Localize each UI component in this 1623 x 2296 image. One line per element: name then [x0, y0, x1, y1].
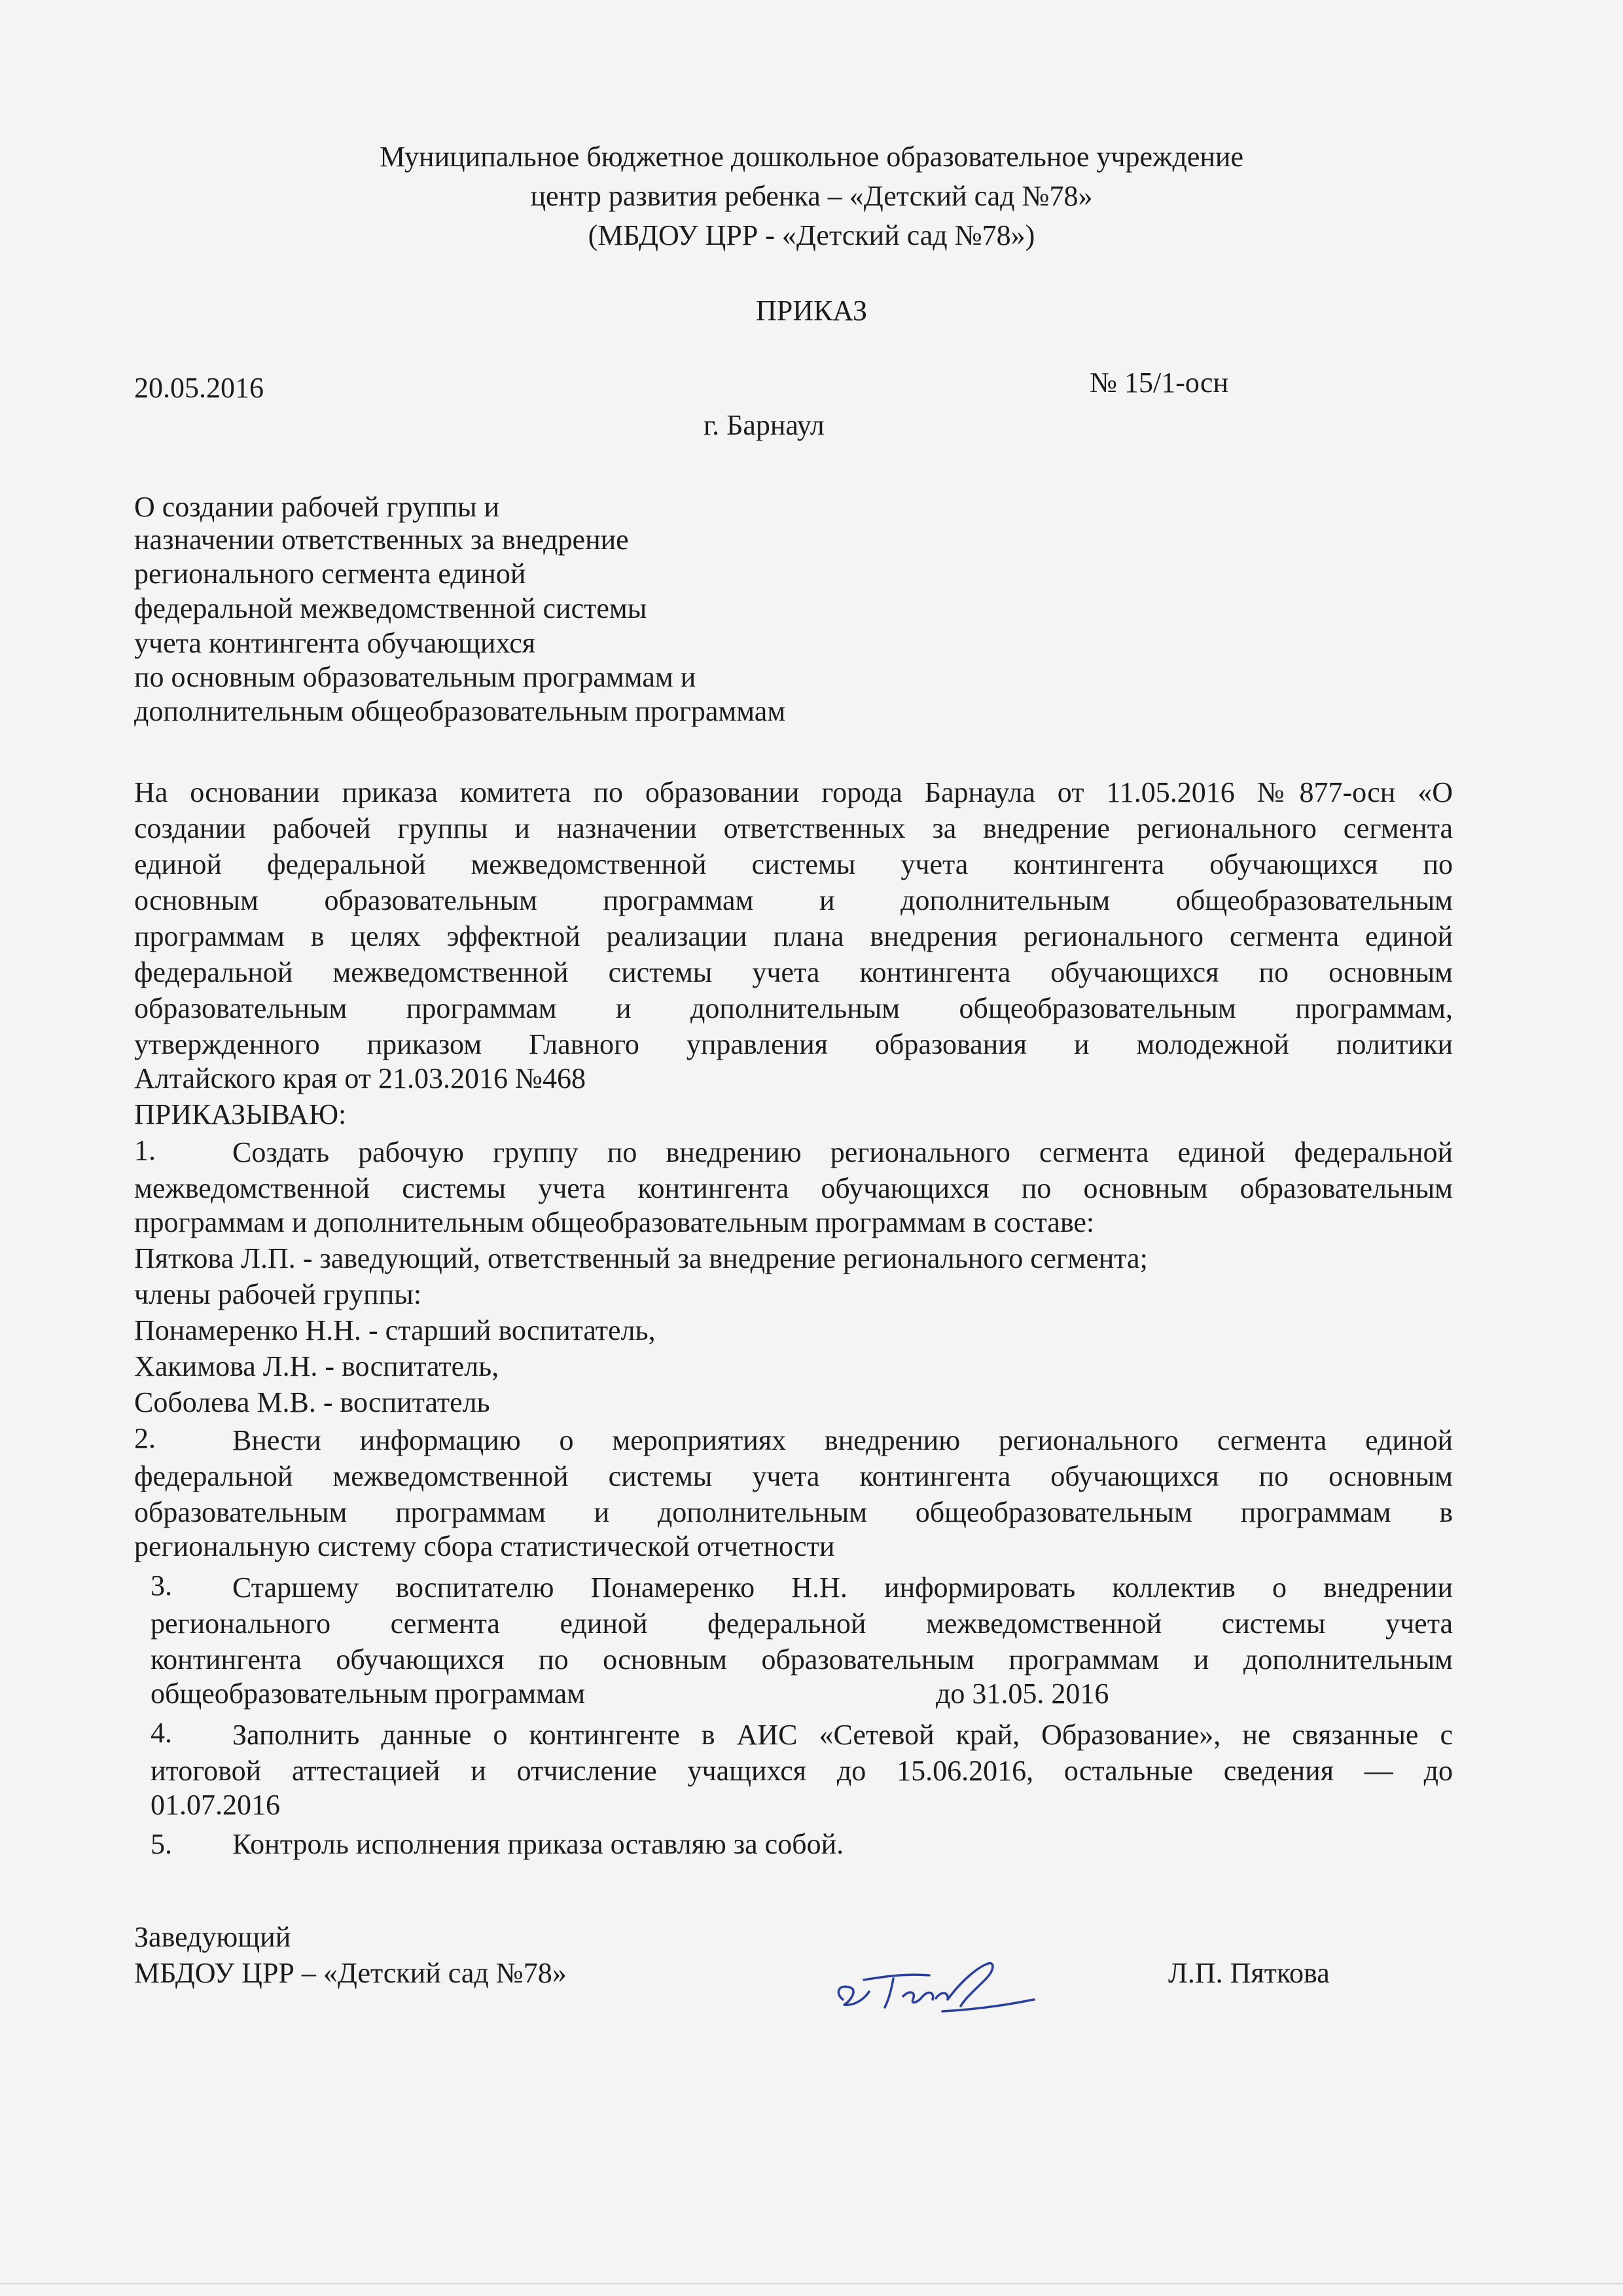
- item-3-line: регионального сегмента единой федеральной межведомственной системы учета: [151, 1607, 1453, 1640]
- order-word: ПРИКАЗЫВАЮ:: [134, 1098, 347, 1130]
- item-3-line: Старшему воспитателю Понамеренко Н.Н. информировать коллектив о внедрении: [232, 1571, 1453, 1604]
- subject-line: регионального сегмента единой: [134, 558, 526, 590]
- subject-line: федеральной межведомственной системы: [134, 592, 647, 624]
- item-number: 2.: [134, 1422, 156, 1454]
- order-number: № 15/1-осн: [1090, 367, 1229, 399]
- member-line: Хакимова Л.Н. - воспитатель,: [134, 1350, 499, 1382]
- signer-position: Заведующий: [134, 1921, 291, 1953]
- member-line: Пяткова Л.П. - заведующий, ответственный за внедрение регионального сегмента;: [134, 1242, 1148, 1274]
- org-name-line2: центр развития ребенка – «Детский сад №78»: [530, 180, 1093, 212]
- subject-line: учета контингента обучающихся: [134, 627, 535, 659]
- item-4-line: итоговой аттестацией и отчисление учащихся до 15.06.2016, остальные сведения — до: [151, 1755, 1453, 1787]
- preamble-line: образовательным программам и дополнительным общеобразовательным программам,: [134, 992, 1453, 1024]
- item-2-line: федеральной межведомственной системы учета контингента обучающихся по основным: [134, 1460, 1453, 1492]
- member-line: Понамеренко Н.Н. - старший воспитатель,: [134, 1314, 656, 1346]
- preamble-line: утвержденного приказом Главного управления образования и молодежной политики: [134, 1028, 1453, 1060]
- preamble-line: единой федеральной межведомственной системы учета контингента обучающихся по: [134, 848, 1453, 880]
- item-number: 4.: [151, 1717, 172, 1749]
- subject-line: О создании рабочей группы и: [134, 491, 500, 523]
- item-4-line: Заполнить данные о контингенте в АИС «Сетевой край, Образование», не связанные с: [232, 1719, 1453, 1751]
- item-4-line: 01.07.2016: [151, 1789, 280, 1821]
- preamble-line: создании рабочей группы и назначении ответственных за внедрение регионального сегмента: [134, 812, 1453, 844]
- signer-name: Л.П. Пяткова: [1168, 1957, 1330, 1989]
- signature-stroke: [903, 1992, 933, 2003]
- signature-stroke: [936, 1964, 993, 2006]
- item-1-line: программам и дополнительным общеобразовательным программам в составе:: [134, 1206, 1095, 1238]
- item-2-line: образовательным программам и дополнительным общеобразовательным программам в: [134, 1496, 1453, 1528]
- scan-edge: [0, 2283, 1623, 2284]
- signature-stroke: [838, 1986, 869, 2005]
- item-3-line: контингента обучающихся по основным образовательным программам и дополнительным: [151, 1643, 1453, 1676]
- item-2-line: региональную систему сбора статистической отчетности: [134, 1530, 835, 1562]
- signer-organization: МБДОУ ЦРР – «Детский сад №78»: [134, 1957, 567, 1989]
- item-5-line: Контроль исполнения приказа оставляю за собой.: [232, 1828, 844, 1860]
- org-short-name: (МБДОУ ЦРР - «Детский сад №78»): [588, 219, 1035, 251]
- handwritten-signature: [831, 1954, 1041, 2026]
- preamble-line: На основании приказа комитета по образовании города Барнаула от 11.05.2016 №877-осн «О: [134, 776, 1453, 808]
- preamble-line: программам в целях эффектной реализации плана внедрения регионального сегмента единой: [134, 920, 1453, 952]
- signature-stroke: [942, 2000, 1034, 2011]
- item-2-line: Внести информацию о мероприятиях внедрению регионального сегмента единой: [232, 1424, 1453, 1456]
- subject-line: назначении ответственных за внедрение: [134, 524, 629, 556]
- member-line: члены рабочей группы:: [134, 1278, 422, 1310]
- order-date: 20.05.2016: [134, 372, 264, 404]
- preamble-line: федеральной межведомственной системы учета контингента обучающихся по основным: [134, 956, 1453, 988]
- item-1-line: межведомственной системы учета контингента обучающихся по основным образовательным: [134, 1172, 1453, 1204]
- preamble-line: Алтайского края от 21.03.2016 №468: [134, 1062, 586, 1094]
- city: г. Барнаул: [704, 409, 825, 441]
- signature-stroke: [864, 1975, 929, 1980]
- item-3-deadline: до 31.05. 2016: [936, 1677, 1109, 1710]
- member-line: Соболева М.В. - воспитатель: [134, 1386, 490, 1418]
- org-name-line1: Муниципальное бюджетное дошкольное образовательное учреждение: [380, 141, 1243, 173]
- subject-line: дополнительным общеобразовательным программам: [134, 695, 786, 727]
- item-number: 5.: [151, 1828, 172, 1860]
- item-3-line: общеобразовательным программам: [151, 1677, 586, 1710]
- item-number: 3.: [151, 1570, 172, 1602]
- item-1-line: Создать рабочую группу по внедрению регионального сегмента единой федеральной: [232, 1136, 1453, 1168]
- preamble-line: основным образовательным программам и дополнительным общеобразовательным: [134, 884, 1453, 916]
- subject-line: по основным образовательным программам и: [134, 661, 696, 693]
- document-type: ПРИКАЗ: [755, 295, 868, 327]
- item-number: 1.: [134, 1134, 156, 1166]
- signature-stroke: [885, 1979, 893, 2007]
